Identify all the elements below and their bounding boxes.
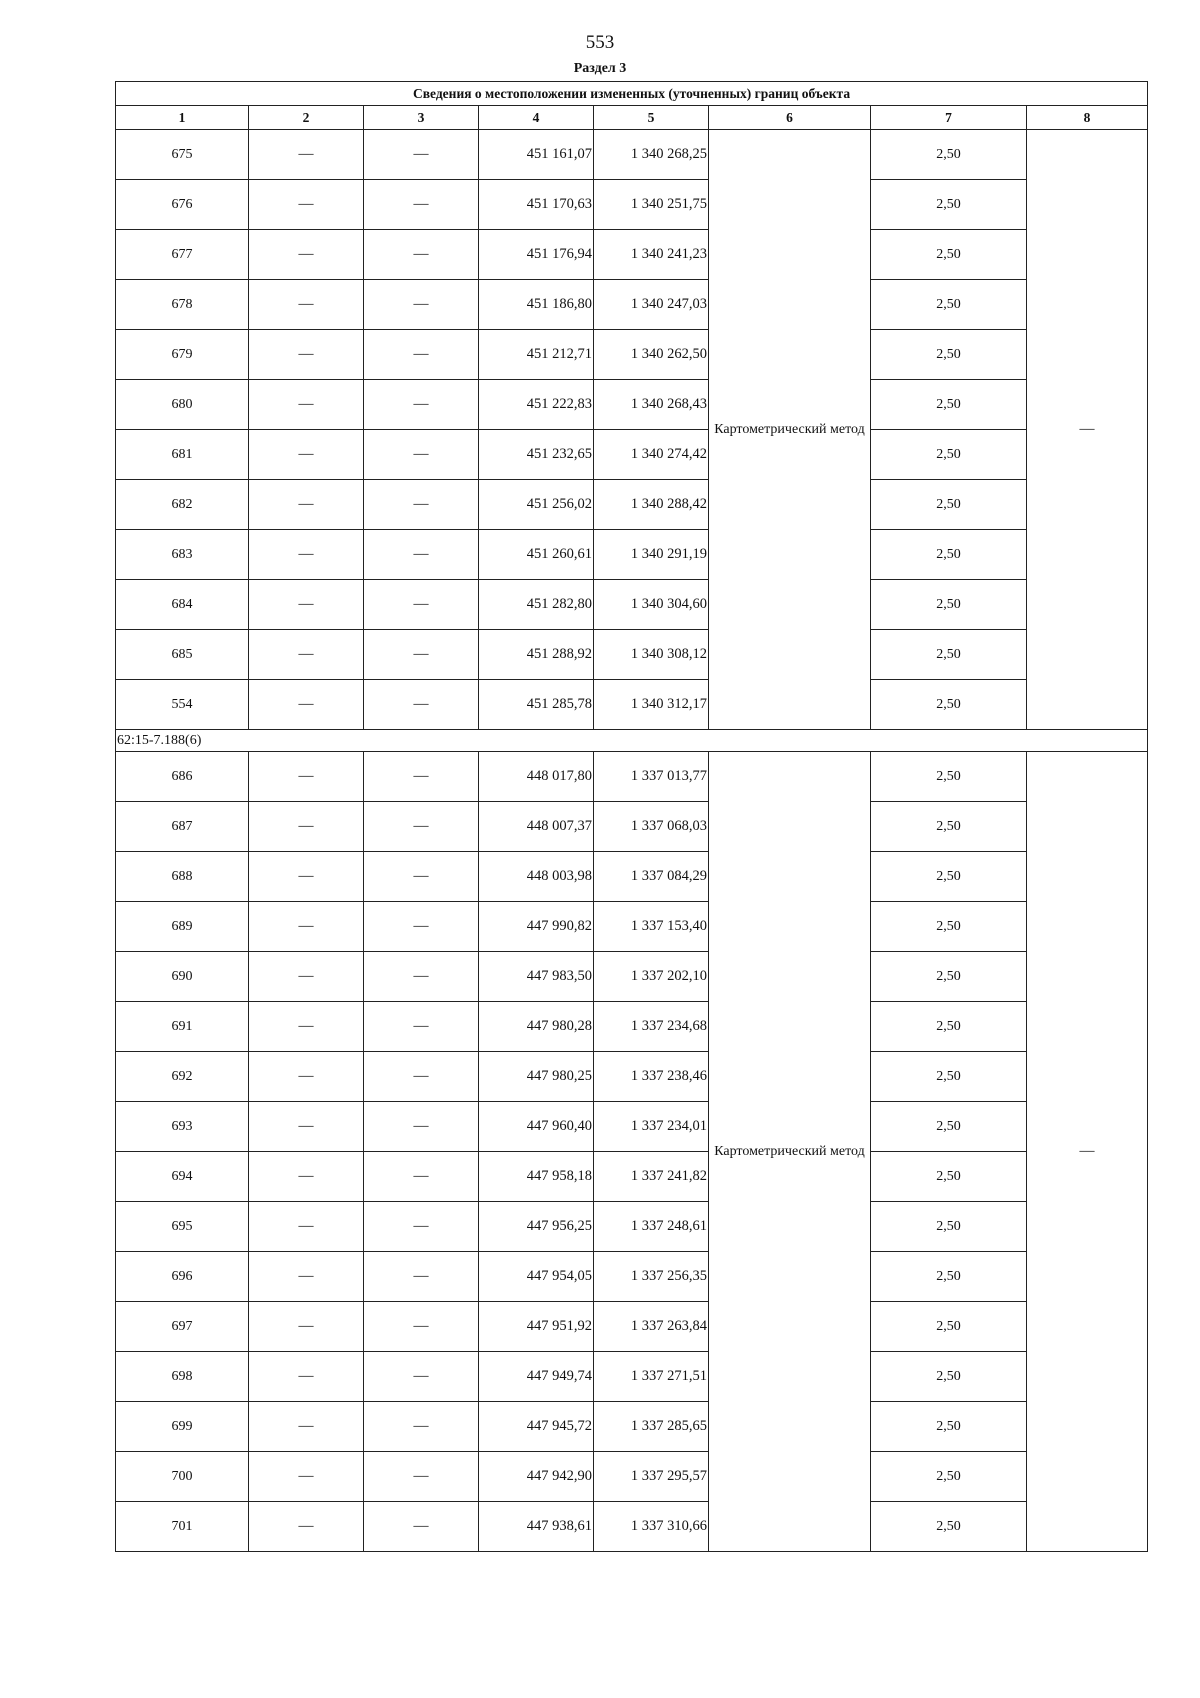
column-header-6: 6 [709, 106, 871, 130]
table-row [116, 1452, 1148, 1502]
table-row [116, 1302, 1148, 1352]
point-number-cell: 697 [116, 1302, 249, 1352]
column-3-dash-cell: — [364, 1102, 479, 1152]
x-coordinate-cell: 447 983,50 [479, 952, 594, 1002]
table-row [116, 480, 1148, 530]
y-coordinate-cell: 1 340 291,19 [594, 530, 709, 580]
column-2-dash-cell: — [249, 630, 364, 680]
point-number-cell: 687 [116, 802, 249, 852]
x-coordinate-cell: 447 949,74 [479, 1352, 594, 1402]
column-2-dash-cell: — [249, 130, 364, 180]
column-2-dash-cell: — [249, 1102, 364, 1152]
x-coordinate-cell: 447 958,18 [479, 1152, 594, 1202]
column-2-dash-cell: — [249, 180, 364, 230]
column-3-dash-cell: — [364, 130, 479, 180]
table-row [116, 530, 1148, 580]
x-coordinate-cell: 447 938,61 [479, 1502, 594, 1552]
accuracy-cell: 2,50 [871, 802, 1027, 852]
table-row [116, 1152, 1148, 1202]
x-coordinate-cell: 448 007,37 [479, 802, 594, 852]
table-row [116, 380, 1148, 430]
table-row [116, 330, 1148, 380]
section-title: Раздел 3 [573, 61, 627, 76]
column-3-dash-cell: — [364, 952, 479, 1002]
point-number-cell: 696 [116, 1252, 249, 1302]
x-coordinate-cell: 447 980,25 [479, 1052, 594, 1102]
column-3-dash-cell: — [364, 530, 479, 580]
table-body [116, 130, 1148, 1552]
column-3-dash-cell: — [364, 1452, 479, 1502]
column-2-dash-cell: — [249, 380, 364, 430]
y-coordinate-cell: 1 340 262,50 [594, 330, 709, 380]
accuracy-cell: 2,50 [871, 902, 1027, 952]
point-number-cell: 700 [116, 1452, 249, 1502]
table-row [116, 630, 1148, 680]
x-coordinate-cell: 451 170,63 [479, 180, 594, 230]
x-coordinate-cell: 447 960,40 [479, 1102, 594, 1152]
y-coordinate-cell: 1 340 241,23 [594, 230, 709, 280]
accuracy-cell: 2,50 [871, 530, 1027, 580]
column-8-cell: — [1027, 752, 1148, 1552]
accuracy-cell: 2,50 [871, 1202, 1027, 1252]
column-2-dash-cell: — [249, 952, 364, 1002]
column-3-dash-cell: — [364, 852, 479, 902]
table-row [116, 1502, 1148, 1552]
table-row [116, 580, 1148, 630]
y-coordinate-cell: 1 340 268,43 [594, 380, 709, 430]
accuracy-cell: 2,50 [871, 230, 1027, 280]
column-2-dash-cell: — [249, 1252, 364, 1302]
y-coordinate-cell: 1 340 304,60 [594, 580, 709, 630]
table-row [116, 1002, 1148, 1052]
x-coordinate-cell: 451 282,80 [479, 580, 594, 630]
table-row [116, 430, 1148, 480]
column-3-dash-cell: — [364, 1002, 479, 1052]
accuracy-cell: 2,50 [871, 1302, 1027, 1352]
column-header-3: 3 [364, 106, 479, 130]
point-number-cell: 685 [116, 630, 249, 680]
column-3-dash-cell: — [364, 1252, 479, 1302]
y-coordinate-cell: 1 337 084,29 [594, 852, 709, 902]
column-3-dash-cell: — [364, 630, 479, 680]
table-row [116, 1202, 1148, 1252]
table-row [116, 1402, 1148, 1452]
accuracy-cell: 2,50 [871, 480, 1027, 530]
column-2-dash-cell: — [249, 580, 364, 630]
x-coordinate-cell: 451 186,80 [479, 280, 594, 330]
point-number-cell: 677 [116, 230, 249, 280]
column-3-dash-cell: — [364, 1302, 479, 1352]
column-3-dash-cell: — [364, 802, 479, 852]
table-row [116, 1052, 1148, 1102]
table-row [116, 802, 1148, 852]
column-3-dash-cell: — [364, 230, 479, 280]
accuracy-cell: 2,50 [871, 1152, 1027, 1202]
y-coordinate-cell: 1 337 295,57 [594, 1452, 709, 1502]
x-coordinate-cell: 451 222,83 [479, 380, 594, 430]
accuracy-cell: 2,50 [871, 1002, 1027, 1052]
column-header-8: 8 [1027, 106, 1148, 130]
table-row [116, 180, 1148, 230]
y-coordinate-cell: 1 340 247,03 [594, 280, 709, 330]
point-number-cell: 688 [116, 852, 249, 902]
column-2-dash-cell: — [249, 230, 364, 280]
accuracy-cell: 2,50 [871, 430, 1027, 480]
method-cell: Картометрический метод [709, 752, 871, 1552]
y-coordinate-cell: 1 337 202,10 [594, 952, 709, 1002]
boundary-table [115, 81, 1148, 1552]
column-3-dash-cell: — [364, 380, 479, 430]
y-coordinate-cell: 1 337 256,35 [594, 1252, 709, 1302]
y-coordinate-cell: 1 337 238,46 [594, 1052, 709, 1102]
y-coordinate-cell: 1 340 274,42 [594, 430, 709, 480]
table-row [116, 230, 1148, 280]
x-coordinate-cell: 451 176,94 [479, 230, 594, 280]
y-coordinate-cell: 1 337 068,03 [594, 802, 709, 852]
y-coordinate-cell: 1 340 312,17 [594, 680, 709, 730]
y-coordinate-cell: 1 337 248,61 [594, 1202, 709, 1252]
group-row [116, 730, 1148, 752]
point-number-cell: 692 [116, 1052, 249, 1102]
column-3-dash-cell: — [364, 680, 479, 730]
column-3-dash-cell: — [364, 180, 479, 230]
y-coordinate-cell: 1 337 234,68 [594, 1002, 709, 1052]
y-coordinate-cell: 1 340 288,42 [594, 480, 709, 530]
column-2-dash-cell: — [249, 752, 364, 802]
column-3-dash-cell: — [364, 580, 479, 630]
column-3-dash-cell: — [364, 1502, 479, 1552]
point-number-cell: 683 [116, 530, 249, 580]
table-row [116, 680, 1148, 730]
accuracy-cell: 2,50 [871, 330, 1027, 380]
column-header-2: 2 [249, 106, 364, 130]
table-row [116, 1102, 1148, 1152]
x-coordinate-cell: 448 003,98 [479, 852, 594, 902]
column-3-dash-cell: — [364, 1152, 479, 1202]
point-number-cell: 690 [116, 952, 249, 1002]
y-coordinate-cell: 1 340 251,75 [594, 180, 709, 230]
method-cell: Картометрический метод [709, 130, 871, 730]
y-coordinate-cell: 1 337 271,51 [594, 1352, 709, 1402]
accuracy-cell: 2,50 [871, 1352, 1027, 1402]
column-2-dash-cell: — [249, 280, 364, 330]
accuracy-cell: 2,50 [871, 1402, 1027, 1452]
x-coordinate-cell: 447 980,28 [479, 1002, 594, 1052]
y-coordinate-cell: 1 337 285,65 [594, 1402, 709, 1452]
column-2-dash-cell: — [249, 1352, 364, 1402]
point-number-cell: 680 [116, 380, 249, 430]
x-coordinate-cell: 451 212,71 [479, 330, 594, 380]
column-8-cell: — [1027, 130, 1148, 730]
column-2-dash-cell: — [249, 330, 364, 380]
y-coordinate-cell: 1 340 308,12 [594, 630, 709, 680]
column-header-4: 4 [479, 106, 594, 130]
column-header-1: 1 [116, 106, 249, 130]
table-row [116, 130, 1148, 180]
y-coordinate-cell: 1 337 241,82 [594, 1152, 709, 1202]
column-3-dash-cell: — [364, 1352, 479, 1402]
column-2-dash-cell: — [249, 1002, 364, 1052]
point-number-cell: 684 [116, 580, 249, 630]
column-header-5: 5 [594, 106, 709, 130]
table-caption: Сведения о местоположении измененных (уточненных) границ объекта [116, 82, 1148, 106]
accuracy-cell: 2,50 [871, 130, 1027, 180]
y-coordinate-cell: 1 337 234,01 [594, 1102, 709, 1152]
accuracy-cell: 2,50 [871, 1452, 1027, 1502]
column-2-dash-cell: — [249, 1152, 364, 1202]
column-2-dash-cell: — [249, 480, 364, 530]
point-number-cell: 701 [116, 1502, 249, 1552]
accuracy-cell: 2,50 [871, 380, 1027, 430]
accuracy-cell: 2,50 [871, 630, 1027, 680]
column-2-dash-cell: — [249, 1452, 364, 1502]
x-coordinate-cell: 447 956,25 [479, 1202, 594, 1252]
column-3-dash-cell: — [364, 1402, 479, 1452]
x-coordinate-cell: 451 161,07 [479, 130, 594, 180]
column-2-dash-cell: — [249, 430, 364, 480]
point-number-cell: 698 [116, 1352, 249, 1402]
table-row [116, 902, 1148, 952]
y-coordinate-cell: 1 337 013,77 [594, 752, 709, 802]
column-2-dash-cell: — [249, 902, 364, 952]
accuracy-cell: 2,50 [871, 580, 1027, 630]
table-row [116, 752, 1148, 802]
group-label: 62:15-7.188(6) [116, 730, 1148, 752]
x-coordinate-cell: 447 945,72 [479, 1402, 594, 1452]
x-coordinate-cell: 448 017,80 [479, 752, 594, 802]
table-row [116, 1352, 1148, 1402]
column-3-dash-cell: — [364, 480, 479, 530]
accuracy-cell: 2,50 [871, 752, 1027, 802]
column-3-dash-cell: — [364, 330, 479, 380]
point-number-cell: 693 [116, 1102, 249, 1152]
point-number-cell: 689 [116, 902, 249, 952]
point-number-cell: 699 [116, 1402, 249, 1452]
column-2-dash-cell: — [249, 530, 364, 580]
table-row [116, 952, 1148, 1002]
point-number-cell: 554 [116, 680, 249, 730]
x-coordinate-cell: 451 288,92 [479, 630, 594, 680]
column-2-dash-cell: — [249, 802, 364, 852]
column-2-dash-cell: — [249, 1052, 364, 1102]
column-3-dash-cell: — [364, 280, 479, 330]
column-3-dash-cell: — [364, 430, 479, 480]
column-2-dash-cell: — [249, 680, 364, 730]
column-2-dash-cell: — [249, 1302, 364, 1352]
accuracy-cell: 2,50 [871, 1252, 1027, 1302]
point-number-cell: 695 [116, 1202, 249, 1252]
column-3-dash-cell: — [364, 752, 479, 802]
table-row [116, 852, 1148, 902]
y-coordinate-cell: 1 337 263,84 [594, 1302, 709, 1352]
x-coordinate-cell: 447 954,05 [479, 1252, 594, 1302]
point-number-cell: 676 [116, 180, 249, 230]
table-row [116, 1252, 1148, 1302]
accuracy-cell: 2,50 [871, 952, 1027, 1002]
y-coordinate-cell: 1 337 153,40 [594, 902, 709, 952]
x-coordinate-cell: 451 285,78 [479, 680, 594, 730]
accuracy-cell: 2,50 [871, 1052, 1027, 1102]
accuracy-cell: 2,50 [871, 680, 1027, 730]
column-3-dash-cell: — [364, 902, 479, 952]
x-coordinate-cell: 451 256,02 [479, 480, 594, 530]
point-number-cell: 694 [116, 1152, 249, 1202]
y-coordinate-cell: 1 340 268,25 [594, 130, 709, 180]
x-coordinate-cell: 447 942,90 [479, 1452, 594, 1502]
accuracy-cell: 2,50 [871, 180, 1027, 230]
x-coordinate-cell: 451 260,61 [479, 530, 594, 580]
table-row [116, 280, 1148, 330]
y-coordinate-cell: 1 337 310,66 [594, 1502, 709, 1552]
point-number-cell: 681 [116, 430, 249, 480]
point-number-cell: 675 [116, 130, 249, 180]
column-2-dash-cell: — [249, 852, 364, 902]
point-number-cell: 682 [116, 480, 249, 530]
column-2-dash-cell: — [249, 1202, 364, 1252]
point-number-cell: 678 [116, 280, 249, 330]
column-3-dash-cell: — [364, 1052, 479, 1102]
x-coordinate-cell: 451 232,65 [479, 430, 594, 480]
point-number-cell: 686 [116, 752, 249, 802]
point-number-cell: 691 [116, 1002, 249, 1052]
x-coordinate-cell: 447 990,82 [479, 902, 594, 952]
column-2-dash-cell: — [249, 1402, 364, 1452]
accuracy-cell: 2,50 [871, 1102, 1027, 1152]
point-number-cell: 679 [116, 330, 249, 380]
column-2-dash-cell: — [249, 1502, 364, 1552]
accuracy-cell: 2,50 [871, 1502, 1027, 1552]
column-header-7: 7 [871, 106, 1027, 130]
x-coordinate-cell: 447 951,92 [479, 1302, 594, 1352]
accuracy-cell: 2,50 [871, 852, 1027, 902]
page-number: 553 [585, 32, 615, 53]
accuracy-cell: 2,50 [871, 280, 1027, 330]
column-3-dash-cell: — [364, 1202, 479, 1252]
